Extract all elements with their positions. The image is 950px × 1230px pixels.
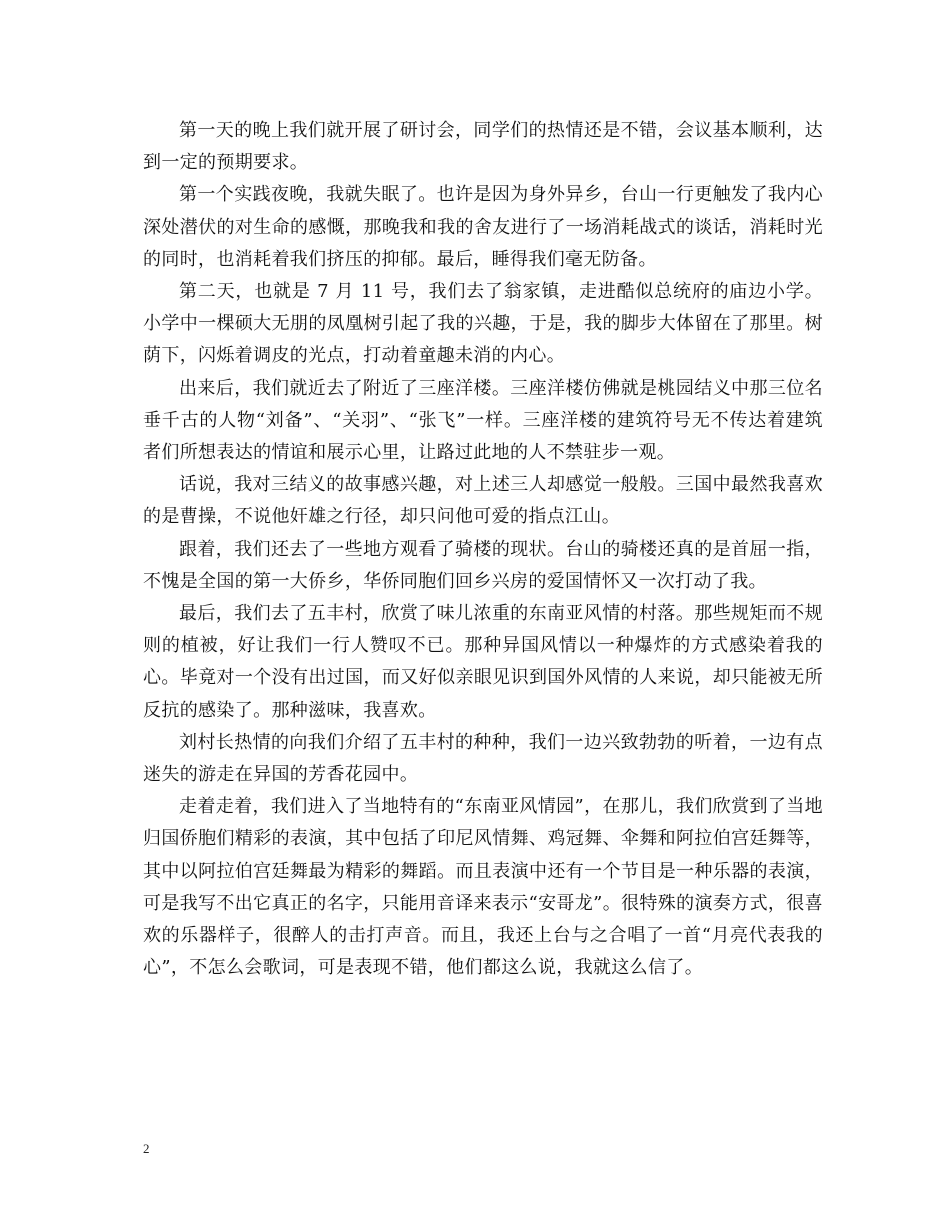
paragraph-9: 走着走着，我们进入了当地特有的“东南亚风情园”，在那儿，我们欣赏到了当地归国侨胞们精彩的表演，其中包括了印尼风情舞、鸡冠舞、伞舞和阿拉伯宫廷舞等，其中以阿拉伯宫廷舞最为精彩的舞蹈。而且表演中还有一个节目是一种乐器的表演，可是我写不出它真正的名字，只能用音译来表示“安哥龙”。很特殊的演奏方式，很喜欢的乐器样子，很醉人的击打声音。而且，我还上台与之合唱了一首“月亮代表我的心”，不怎么会歌词，可是表现不错，他们都这么说，我就这么信了。 [143,796,823,979]
paragraph-6: 跟着，我们还去了一些地方观看了骑楼的现状。台山的骑楼还真的是首屈一指，不愧是全国的第一大侨乡，华侨同胞们回乡兴房的爱国情怀又一次打动了我。 [143,538,823,592]
paragraph-2: 第一个实践夜晚，我就失眠了。也许是因为身外异乡，台山一行更触发了我内心深处潜伏的对生命的感慨，那晚我和我的舍友进行了一场消耗战式的谈话，消耗时光的同时，也消耗着我们挤压的抑郁。最后，睡得我们毫无防备。 [143,184,823,270]
paragraph-3: 第二天，也就是 7 月 11 号，我们去了翁家镇，走进酷似总统府的庙边小学。小学中一棵硕大无朋的凤凰树引起了我的兴趣，于是，我的脚步大体留在了那里。树荫下，闪烁着调皮的光点，打动着童趣未消的内心。 [143,281,823,367]
page-number: 2 [143,1141,150,1156]
paragraph-4: 出来后，我们就近去了附近了三座洋楼。三座洋楼仿佛就是桃园结义中那三位名垂千古的人物“刘备”、“关羽”、“张飞”一样。三座洋楼的建筑符号无不传达着建筑者们所想表达的情谊和展示心里，让路过此地的人不禁驻步一观。 [143,377,823,464]
paragraph-5: 话说，我对三结义的故事感兴趣，对上述三人却感觉一般般。三国中最然我喜欢的是曹操，不说他奸雄之行径，却只问他可爱的指点江山。 [143,474,823,528]
body-text [143,115,823,984]
paragraph-1: 第一天的晚上我们就开展了研讨会，同学们的热情还是不错，会议基本顺利，达到一定的预期要求。 [143,120,823,174]
paragraph-7: 最后，我们去了五丰村，欣赏了味儿浓重的东南亚风情的村落。那些规矩而不规则的植被，好让我们一行人赞叹不已。那种异国风情以一种爆炸的方式感染着我的心。毕竟对一个没有出过国，而又好似亲眼见识到国外风情的人来说，却只能被无所反抗的感染了。那种滋味，我喜欢。 [143,603,823,721]
paragraph-8: 刘村长热情的向我们介绍了五丰村的种种，我们一边兴致勃勃的听着，一边有点迷失的游走在异国的芳香花园中。 [143,731,823,786]
